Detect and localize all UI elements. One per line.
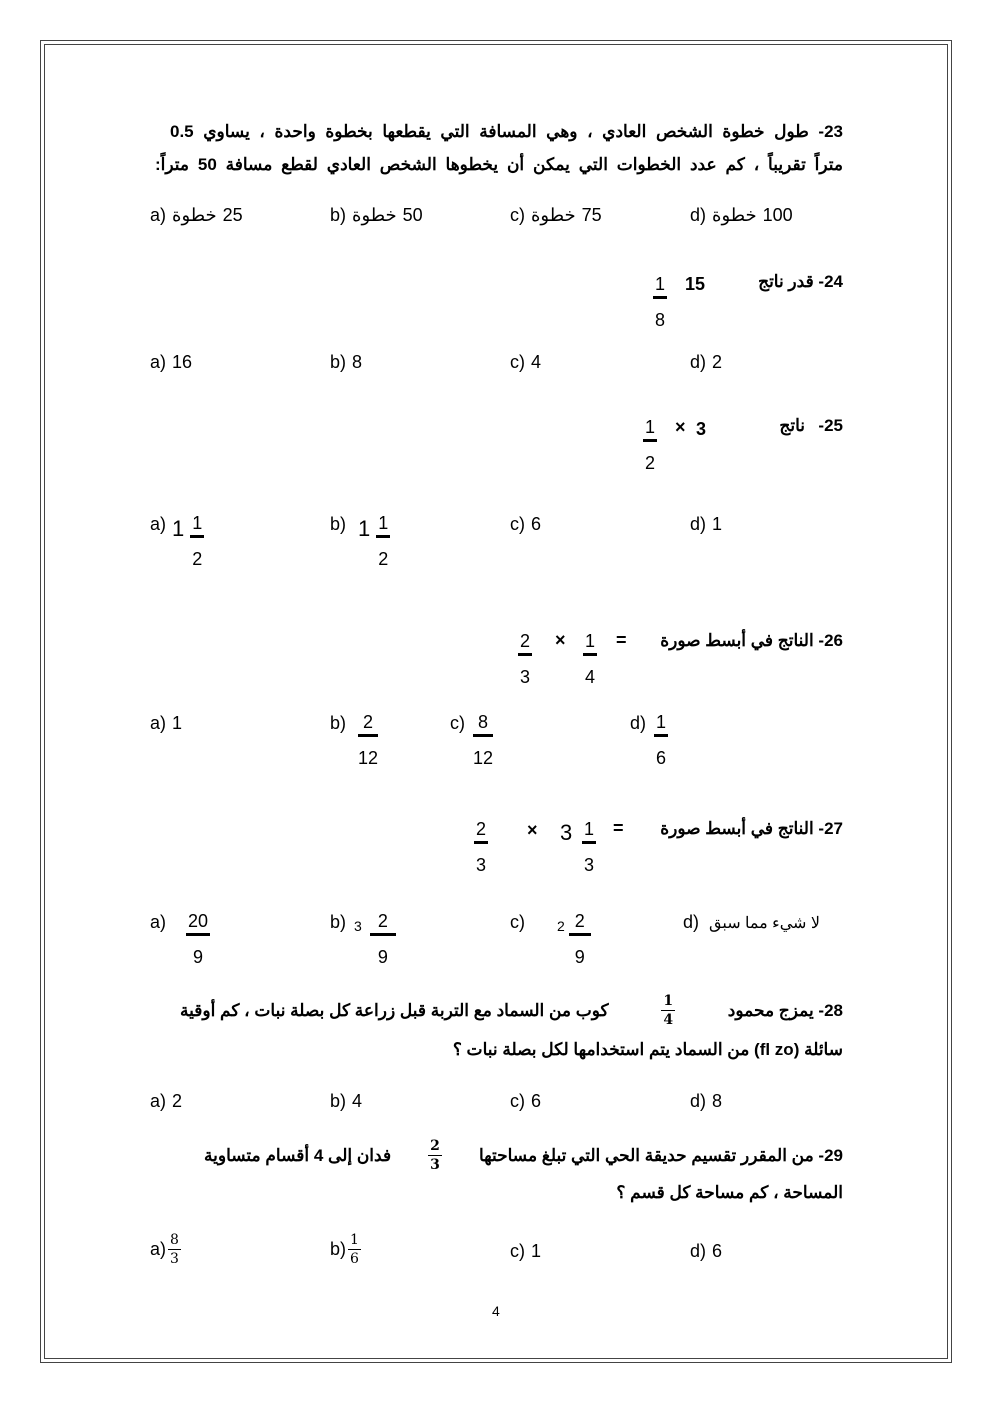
option-label: c): [510, 1241, 525, 1261]
option-value: 16: [172, 352, 193, 372]
option-b[interactable]: [330, 1233, 361, 1266]
denominator: 9: [574, 947, 585, 967]
question-27-fraction-2: [474, 820, 488, 874]
option-fraction: [654, 713, 668, 767]
option-a[interactable]: [150, 713, 182, 734]
denominator: 6: [350, 1251, 359, 1267]
option-d[interactable]: [690, 352, 722, 373]
option-value: 1: [172, 713, 183, 733]
option-d[interactable]: [690, 1241, 722, 1262]
option-label: a): [150, 1239, 167, 1259]
option-label: b): [330, 912, 347, 932]
numerator: 1: [378, 513, 389, 533]
times-sign: ×: [675, 417, 686, 437]
question-25-fraction: [643, 418, 657, 472]
option-whole: 1: [172, 516, 185, 541]
question-26-fraction-2: [518, 632, 532, 686]
option-b[interactable]: [330, 912, 396, 966]
denominator: 3: [430, 1157, 440, 1173]
option-whole: 1: [358, 516, 371, 541]
option-b[interactable]: [330, 205, 423, 226]
numerator: 8: [170, 1232, 179, 1248]
option-b[interactable]: [330, 713, 378, 767]
question-26-title: 26- الناتج في أبسط صورة: [660, 631, 843, 650]
option-label: b): [330, 205, 347, 225]
option-d[interactable]: [630, 713, 668, 767]
option-a[interactable]: [150, 912, 210, 966]
option-fraction: [190, 514, 204, 568]
denominator: 12: [358, 748, 379, 768]
numerator: 1: [585, 631, 596, 651]
option-label: c): [510, 205, 525, 225]
question-27-whole: 3: [560, 820, 573, 845]
question-text: 28- يمزج محمود: [727, 1000, 843, 1020]
option-label: b): [330, 713, 347, 733]
denominator: 6: [656, 748, 667, 768]
option-value: 1: [712, 514, 723, 534]
numerator: 1: [655, 274, 666, 294]
option-label: a): [150, 713, 167, 733]
option-value: 6: [712, 1241, 723, 1261]
question-27-fraction-1: [582, 820, 596, 874]
option-value: 2: [172, 1091, 183, 1111]
option-fraction: [168, 1233, 181, 1266]
denominator: 3: [170, 1251, 179, 1267]
numerator: 1: [584, 819, 595, 839]
option-fraction: [370, 912, 396, 966]
option-b[interactable]: [330, 352, 362, 373]
option-fraction: [473, 713, 493, 767]
question-29-line-1: [204, 1139, 843, 1172]
question-29-line-2: المساحة ، كم مساحة كل قسم ؟: [616, 1183, 843, 1202]
option-d[interactable]: [683, 912, 820, 933]
question-26-fraction-1: [583, 632, 597, 686]
option-label: c): [510, 1091, 525, 1111]
question-24-fraction: [653, 275, 667, 329]
option-c[interactable]: [510, 912, 591, 966]
option-label: d): [683, 912, 700, 932]
denominator: 4: [585, 667, 596, 687]
option-whole: 3: [354, 918, 362, 934]
question-23-line-2: متراً تقريباً ، كم عدد الخطوات التي يمكن أن يخطوها الشخص العادي لقطع مسافة 50 متراً:: [155, 155, 843, 174]
option-value: 4: [531, 352, 542, 372]
question-24-title: 24- قدر ناتج: [758, 272, 843, 291]
numerator: 2: [430, 1138, 440, 1154]
option-a[interactable]: [150, 1233, 181, 1266]
option-fraction: [376, 514, 390, 568]
question-24-whole: 15: [685, 274, 706, 294]
option-label: b): [330, 1091, 347, 1111]
numerator: 20: [188, 911, 209, 931]
denominator: 8: [655, 310, 666, 330]
numerator: 2: [377, 911, 388, 931]
option-label: a): [150, 352, 167, 372]
numerator: 1: [663, 993, 674, 1009]
option-value: 100: [762, 205, 793, 225]
denominator: 9: [377, 947, 388, 967]
denominator: 2: [645, 453, 656, 473]
numerator: 2: [476, 819, 487, 839]
option-a[interactable]: [150, 514, 204, 568]
option-label: d): [690, 514, 707, 534]
option-fraction: [348, 1233, 361, 1266]
option-d[interactable]: [690, 1091, 722, 1112]
option-c[interactable]: [510, 1091, 541, 1112]
denominator: 3: [476, 855, 487, 875]
option-value: 1: [531, 1241, 542, 1261]
option-label: a): [150, 912, 167, 932]
option-a[interactable]: [150, 205, 243, 226]
numerator: 2: [520, 631, 531, 651]
option-c[interactable]: [510, 1241, 541, 1262]
option-unit: خطوة: [531, 205, 576, 225]
question-text: فدان إلى 4 أقسام متساوية: [204, 1145, 392, 1165]
option-label: b): [330, 352, 347, 372]
option-fraction: [186, 912, 210, 966]
option-label: d): [630, 713, 647, 733]
times-sign: ×: [555, 630, 566, 650]
option-label: c): [450, 713, 465, 733]
option-value: 2: [712, 352, 723, 372]
option-c[interactable]: [510, 514, 541, 535]
option-value: 8: [352, 352, 363, 372]
question-28-line-2: سائلة (fl zo) من السماد يتم استخدامها لكل بصلة نبات ؟: [452, 1040, 843, 1059]
times-sign: ×: [527, 820, 538, 840]
option-value: 6: [531, 514, 542, 534]
option-label: a): [150, 514, 167, 534]
question-28-line-1: [180, 994, 843, 1027]
option-c[interactable]: [510, 352, 541, 373]
option-label: a): [150, 205, 167, 225]
denominator: 2: [192, 549, 203, 569]
option-label: b): [330, 1239, 347, 1259]
equals-sign: =: [616, 630, 627, 650]
option-label: c): [510, 352, 525, 372]
question-25-number: 25-: [818, 416, 843, 435]
denominator: 12: [473, 748, 494, 768]
question-text: 29- من المقرر تقسيم حديقة الحي التي تبلغ مساحتها: [478, 1145, 843, 1165]
numerator: 1: [645, 417, 656, 437]
numerator: 1: [192, 513, 203, 533]
option-value: 25: [222, 205, 243, 225]
option-label: c): [510, 912, 525, 932]
option-label: d): [690, 352, 707, 372]
denominator: 4: [663, 1012, 674, 1028]
question-29-fraction: [428, 1139, 442, 1172]
option-value: 8: [712, 1091, 723, 1111]
option-value: 4: [352, 1091, 363, 1111]
numerator: 1: [656, 712, 667, 732]
option-b[interactable]: [330, 1091, 362, 1112]
option-c[interactable]: [450, 713, 493, 767]
option-fraction: [358, 713, 378, 767]
option-a[interactable]: [150, 1091, 182, 1112]
page-number: 4: [492, 1303, 500, 1319]
question-25-title: ناتج: [779, 416, 805, 435]
option-c[interactable]: [510, 205, 602, 226]
option-value: 75: [581, 205, 602, 225]
option-d[interactable]: [690, 514, 722, 535]
option-label: c): [510, 514, 525, 534]
equals-sign: =: [613, 818, 624, 838]
option-unit: خطوة: [712, 205, 757, 225]
option-label: a): [150, 1091, 167, 1111]
question-27-title: 27- الناتج في أبسط صورة: [660, 819, 843, 838]
option-a[interactable]: [150, 352, 192, 373]
option-value: 6: [531, 1091, 542, 1111]
option-d[interactable]: [690, 205, 793, 226]
option-fraction: [569, 912, 591, 966]
denominator: 3: [520, 667, 531, 687]
denominator: 2: [378, 549, 389, 569]
denominator: 9: [193, 947, 204, 967]
question-23-line-1: 23- طول خطوة الشخص العادي ، وهي المسافة التي يقطعها بخطوة واحدة ، يساوي 0.5: [170, 122, 843, 141]
option-whole: 2: [557, 918, 565, 934]
denominator: 3: [584, 855, 595, 875]
numerator: 2: [574, 911, 585, 931]
option-label: b): [330, 514, 347, 534]
option-value: لا شيء مما سبق: [709, 914, 821, 932]
option-value: 50: [402, 205, 423, 225]
numerator: 8: [478, 712, 489, 732]
option-label: d): [690, 1241, 707, 1261]
option-b[interactable]: [330, 514, 390, 568]
option-unit: خطوة: [352, 205, 397, 225]
question-25-factor: 3: [696, 419, 707, 439]
question-28-fraction: [661, 994, 675, 1027]
option-unit: خطوة: [172, 205, 217, 225]
option-label: d): [690, 205, 707, 225]
question-text: كوب من السماد مع التربة قبل زراعة كل بصلة نبات ، كم أوقية: [180, 1000, 609, 1020]
numerator: 2: [363, 712, 374, 732]
option-label: d): [690, 1091, 707, 1111]
numerator: 1: [350, 1232, 359, 1248]
